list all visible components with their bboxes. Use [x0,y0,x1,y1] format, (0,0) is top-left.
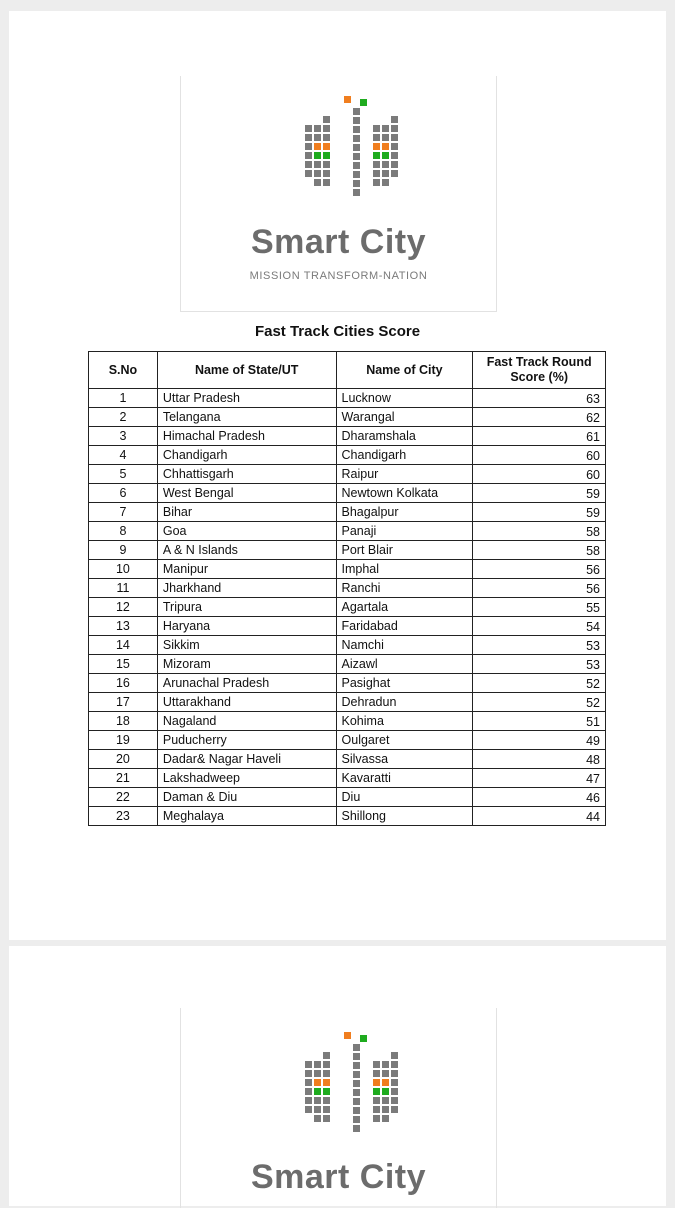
cell-city: Port Blair [336,541,473,560]
logo-square [305,1097,312,1104]
cell-score: 44 [473,807,606,826]
logo-square [353,135,360,142]
logo-square [323,1061,330,1068]
cell-sno: 18 [89,712,158,731]
logo-square [323,1070,330,1077]
table-row [89,522,606,541]
table-row [89,598,606,617]
cell-sno: 14 [89,636,158,655]
cell-score: 63 [473,389,606,408]
logo-square [373,1115,380,1122]
logo-square [314,1061,321,1068]
cell-sno: 4 [89,446,158,465]
cell-score: 48 [473,750,606,769]
cell-city: Dharamshala [336,427,473,446]
cell-state: Uttarakhand [157,693,336,712]
cell-sno: 1 [89,389,158,408]
logo-square [305,1070,312,1077]
logo-square [323,134,330,141]
cell-city: Imphal [336,560,473,579]
cell-sno: 12 [89,598,158,617]
document-title: Fast Track Cities Score [254,323,421,340]
table-row [89,617,606,636]
cell-sno: 13 [89,617,158,636]
cell-state: Telangana [157,408,336,427]
cell-city: Ranchi [336,579,473,598]
cell-sno: 2 [89,408,158,427]
cell-sno: 23 [89,807,158,826]
logo-square [305,143,312,150]
table-row [89,788,606,807]
logo-square [373,170,380,177]
table-row [89,541,606,560]
logo-square [373,1079,380,1086]
logo-square [305,134,312,141]
logo-square [353,144,360,151]
logo-box [180,1008,497,1208]
logo-square [373,134,380,141]
column-header-city: Name of City [336,352,473,389]
logo-square [391,116,398,123]
logo-square [382,1115,389,1122]
table-row [89,769,606,788]
logo-square [314,1070,321,1077]
smart-city-logo-icon [303,1032,415,1144]
logo-square [391,1052,398,1059]
cell-state: Daman & Diu [157,788,336,807]
cell-city: Silvassa [336,750,473,769]
logo-square [382,152,389,159]
logo-square [353,1116,360,1123]
cell-score: 49 [473,731,606,750]
logo-square [323,1079,330,1086]
logo-square [314,1106,321,1113]
logo-square [314,134,321,141]
cell-sno: 3 [89,427,158,446]
cell-sno: 20 [89,750,158,769]
cell-score: 52 [473,674,606,693]
cell-city: Bhagalpur [336,503,473,522]
cell-sno: 10 [89,560,158,579]
cell-sno: 15 [89,655,158,674]
logo-square [360,1035,367,1042]
logo-square [353,180,360,187]
cell-state: Uttar Pradesh [157,389,336,408]
logo-square [344,96,351,103]
logo-square [353,1098,360,1105]
cell-city: Kavaratti [336,769,473,788]
logo-square [353,126,360,133]
logo-square [323,1088,330,1095]
logo-square [382,125,389,132]
logo-square [353,189,360,196]
logo-square [353,1071,360,1078]
smart-city-logo-icon [303,96,415,208]
table-row [89,446,606,465]
table-row [89,693,606,712]
logo-square [305,161,312,168]
column-header-state: Name of State/UT [157,352,336,389]
logo-square [305,170,312,177]
logo-square [314,152,321,159]
logo-box [180,76,497,312]
logo-square [382,179,389,186]
logo-square [305,1106,312,1113]
cell-state: Chhattisgarh [157,465,336,484]
logo-square [344,1032,351,1039]
cell-state: Bihar [157,503,336,522]
cell-state: Goa [157,522,336,541]
cell-sno: 11 [89,579,158,598]
logo-square [382,143,389,150]
logo-square [353,1080,360,1087]
logo-square [323,179,330,186]
cell-score: 56 [473,560,606,579]
table-row [89,408,606,427]
document-page-2 [9,946,666,1206]
column-header-sno: S.No [89,352,158,389]
logo-square [391,1079,398,1086]
scores-table [88,351,606,826]
logo-square [353,1089,360,1096]
cell-city: Lucknow [336,389,473,408]
logo-square [314,1079,321,1086]
cell-city: Raipur [336,465,473,484]
logo-square [323,170,330,177]
cell-city: Shillong [336,807,473,826]
logo-square [314,1088,321,1095]
logo-square [382,161,389,168]
logo-square [391,1106,398,1113]
logo-square [314,143,321,150]
logo-square [391,1061,398,1068]
cell-sno: 7 [89,503,158,522]
cell-score: 59 [473,503,606,522]
cell-city: Aizawl [336,655,473,674]
table-row [89,655,606,674]
cell-sno: 21 [89,769,158,788]
table-row [89,750,606,769]
cell-state: Arunachal Pradesh [157,674,336,693]
cell-sno: 9 [89,541,158,560]
cell-city: Agartala [336,598,473,617]
cell-city: Panaji [336,522,473,541]
cell-sno: 16 [89,674,158,693]
logo-square [314,1115,321,1122]
logo-square [323,152,330,159]
cell-score: 56 [473,579,606,598]
logo-square [323,116,330,123]
cell-score: 58 [473,522,606,541]
table-row [89,674,606,693]
cell-state: Haryana [157,617,336,636]
logo-square [391,170,398,177]
logo-square [391,143,398,150]
cell-score: 47 [473,769,606,788]
document-page-1 [9,11,666,940]
logo-square [323,161,330,168]
cell-state: Manipur [157,560,336,579]
logo-square [373,143,380,150]
logo-square [382,1088,389,1095]
logo-square [314,161,321,168]
cell-state: West Bengal [157,484,336,503]
cell-state: Meghalaya [157,807,336,826]
logo-square [382,1106,389,1113]
logo-square [373,179,380,186]
logo-square [323,1052,330,1059]
logo-square [305,1079,312,1086]
cell-city: Kohima [336,712,473,731]
cell-city: Oulgaret [336,731,473,750]
table-row [89,731,606,750]
logo-square [391,1088,398,1095]
cell-score: 60 [473,446,606,465]
cell-state: Puducherry [157,731,336,750]
logo-square [382,1097,389,1104]
table-header-row [89,352,606,389]
logo-square [314,125,321,132]
logo-brand-text: Smart City [250,223,427,261]
logo-square [353,117,360,124]
logo-square [353,1053,360,1060]
table-row [89,807,606,826]
cell-state: Mizoram [157,655,336,674]
table-row [89,389,606,408]
logo-square [323,1106,330,1113]
table-row [89,579,606,598]
cell-score: 55 [473,598,606,617]
cell-score: 53 [473,655,606,674]
cell-city: Namchi [336,636,473,655]
logo-square [391,134,398,141]
logo-square [360,99,367,106]
cell-state: Nagaland [157,712,336,731]
cell-sno: 17 [89,693,158,712]
cell-score: 59 [473,484,606,503]
logo-square [382,1061,389,1068]
cell-state: Lakshadweep [157,769,336,788]
logo-square [353,162,360,169]
logo-square [382,1070,389,1077]
logo-square [323,143,330,150]
logo-tagline: MISSION TRANSFORM-NATION [249,270,428,282]
table-row [89,484,606,503]
logo-square [353,1125,360,1132]
logo-square [314,179,321,186]
logo-square [353,108,360,115]
cell-city: Dehradun [336,693,473,712]
cell-city: Pasighat [336,674,473,693]
logo-square [391,161,398,168]
table-row [89,427,606,446]
logo-square [373,1061,380,1068]
cell-state: Himachal Pradesh [157,427,336,446]
cell-score: 52 [473,693,606,712]
cell-score: 54 [473,617,606,636]
column-header-score: Fast Track Round Score (%) [473,352,606,389]
logo-square [323,125,330,132]
logo-square [353,1062,360,1069]
cell-city: Warangal [336,408,473,427]
logo-square [391,125,398,132]
table-row [89,465,606,484]
logo-square [373,125,380,132]
logo-square [391,1070,398,1077]
logo-square [382,1079,389,1086]
logo-square [353,171,360,178]
logo-square [305,125,312,132]
logo-square [353,153,360,160]
cell-state: Chandigarh [157,446,336,465]
logo-square [353,1044,360,1051]
logo-square [373,1106,380,1113]
table-row [89,503,606,522]
logo-square [382,170,389,177]
logo-square [373,152,380,159]
cell-sno: 19 [89,731,158,750]
logo-square [353,1107,360,1114]
logo-square [391,1097,398,1104]
cell-state: Jharkhand [157,579,336,598]
logo-square [305,1061,312,1068]
table-row [89,560,606,579]
cell-score: 53 [473,636,606,655]
table-row [89,636,606,655]
logo-square [323,1097,330,1104]
logo-square [373,1097,380,1104]
cell-score: 62 [473,408,606,427]
cell-sno: 22 [89,788,158,807]
logo-square [314,170,321,177]
logo-square [373,1088,380,1095]
cell-sno: 6 [89,484,158,503]
logo-square [323,1115,330,1122]
logo-square [305,1088,312,1095]
logo-square [373,161,380,168]
logo-square [382,134,389,141]
cell-state: Sikkim [157,636,336,655]
cell-score: 46 [473,788,606,807]
logo-square [391,152,398,159]
cell-sno: 8 [89,522,158,541]
cell-score: 60 [473,465,606,484]
table-row [89,712,606,731]
cell-score: 61 [473,427,606,446]
logo-brand-text: Smart City [250,1158,427,1196]
logo-square [305,152,312,159]
cell-city: Newtown Kolkata [336,484,473,503]
cell-sno: 5 [89,465,158,484]
cell-state: Tripura [157,598,336,617]
cell-score: 58 [473,541,606,560]
logo-square [314,1097,321,1104]
cell-state: Dadar& Nagar Haveli [157,750,336,769]
cell-city: Chandigarh [336,446,473,465]
cell-city: Diu [336,788,473,807]
cell-state: A & N Islands [157,541,336,560]
cell-score: 51 [473,712,606,731]
logo-square [373,1070,380,1077]
cell-city: Faridabad [336,617,473,636]
